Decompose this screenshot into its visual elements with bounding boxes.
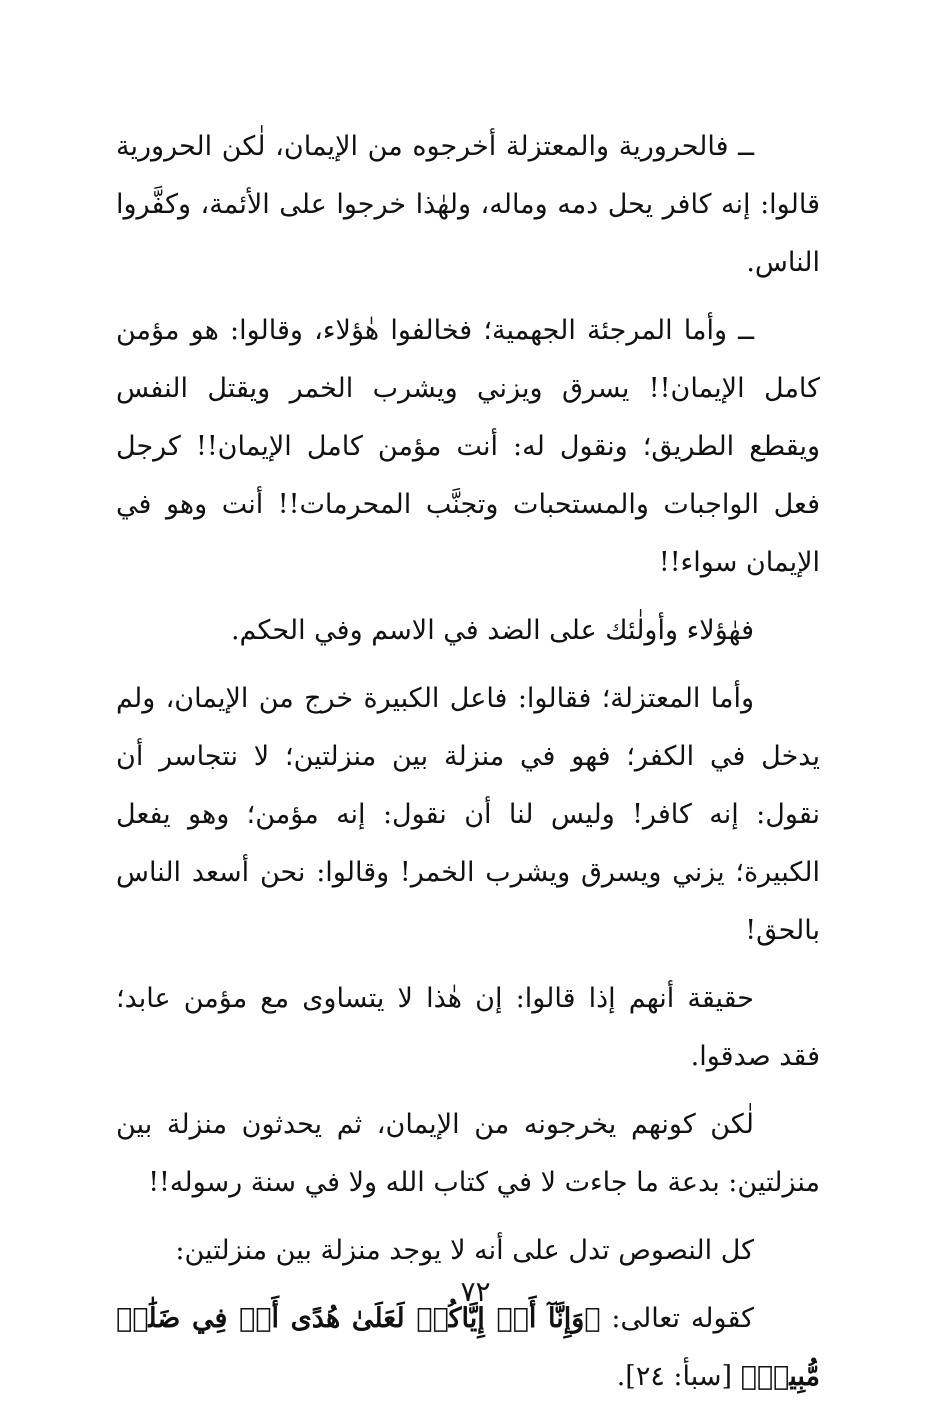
paragraph-mutazila: وأما المعتزلة؛ فقالوا: فاعل الكبيرة خرج من الإيمان، ولم يدخل في الكفر؛ فهو في منزلة بين منزلتين؛ لا نتجاسر أن نقول: إنه كافر! وليس لنا أن نقول: إنه مؤمن؛ وهو يفعل الكبيرة؛ يزني ويسرق ويشرب الخمر! وقالوا: نحن أسعد الناس بالحق! [116,683,820,946]
page-number: ٧٢ [460,1275,491,1308]
quran-verse: ﴿وَإِنَّآ أَوۡ إِيَّاكُمۡ لَعَلَىٰ هُدًى أَوۡ فِي ضَلَٰلٖ مُّبِينٖ﴾ [116,1303,820,1392]
verse-intro: كقوله تعالى: [600,1303,754,1334]
paragraph-khawarij: ــ فالحرورية والمعتزلة أخرجوه من الإيمان، لٰكن الحرورية قالوا: إنه كافر يحل دمه وماله، ولهٰذا خرجوا على الأئمة، وكفَّروا الناس. [116,131,820,278]
verse-reference: [سبأ: ٢٤]. [616,1361,741,1392]
paragraph-texts: كل النصوص تدل على أنه لا يوجد منزلة بين منزلتين: [175,1235,754,1266]
paragraph-murjia: ــ وأما المرجئة الجهمية؛ فخالفوا هٰؤلاء، وقالوا: هو مؤمن كامل الإيمان!! يسرق ويزني ويشرب الخمر ويقتل النفس ويقطع الطريق؛ ونقول له: أنت مؤمن كامل الإيمان!! كرجل فعل الواجبات والمستحبات وتجنَّب المحرمات!! أنت وهو في الإيمان سواء!! [116,315,820,578]
paragraph-opposites: فهٰؤلاء وأولٰئك على الضد في الاسم وفي الحكم. [230,615,754,646]
page-body [116,118,820,1416]
paragraph-truth: حقيقة أنهم إذا قالوا: إن هٰذا لا يتساوى مع مؤمن عابد؛ فقد صدقوا. [116,983,820,1072]
paragraph-innovation: لٰكن كونهم يخرجونه من الإيمان، ثم يحدثون منزلة بين منزلتين: بدعة ما جاءت لا في كتاب الله ولا في سنة رسوله!! [116,1109,820,1198]
